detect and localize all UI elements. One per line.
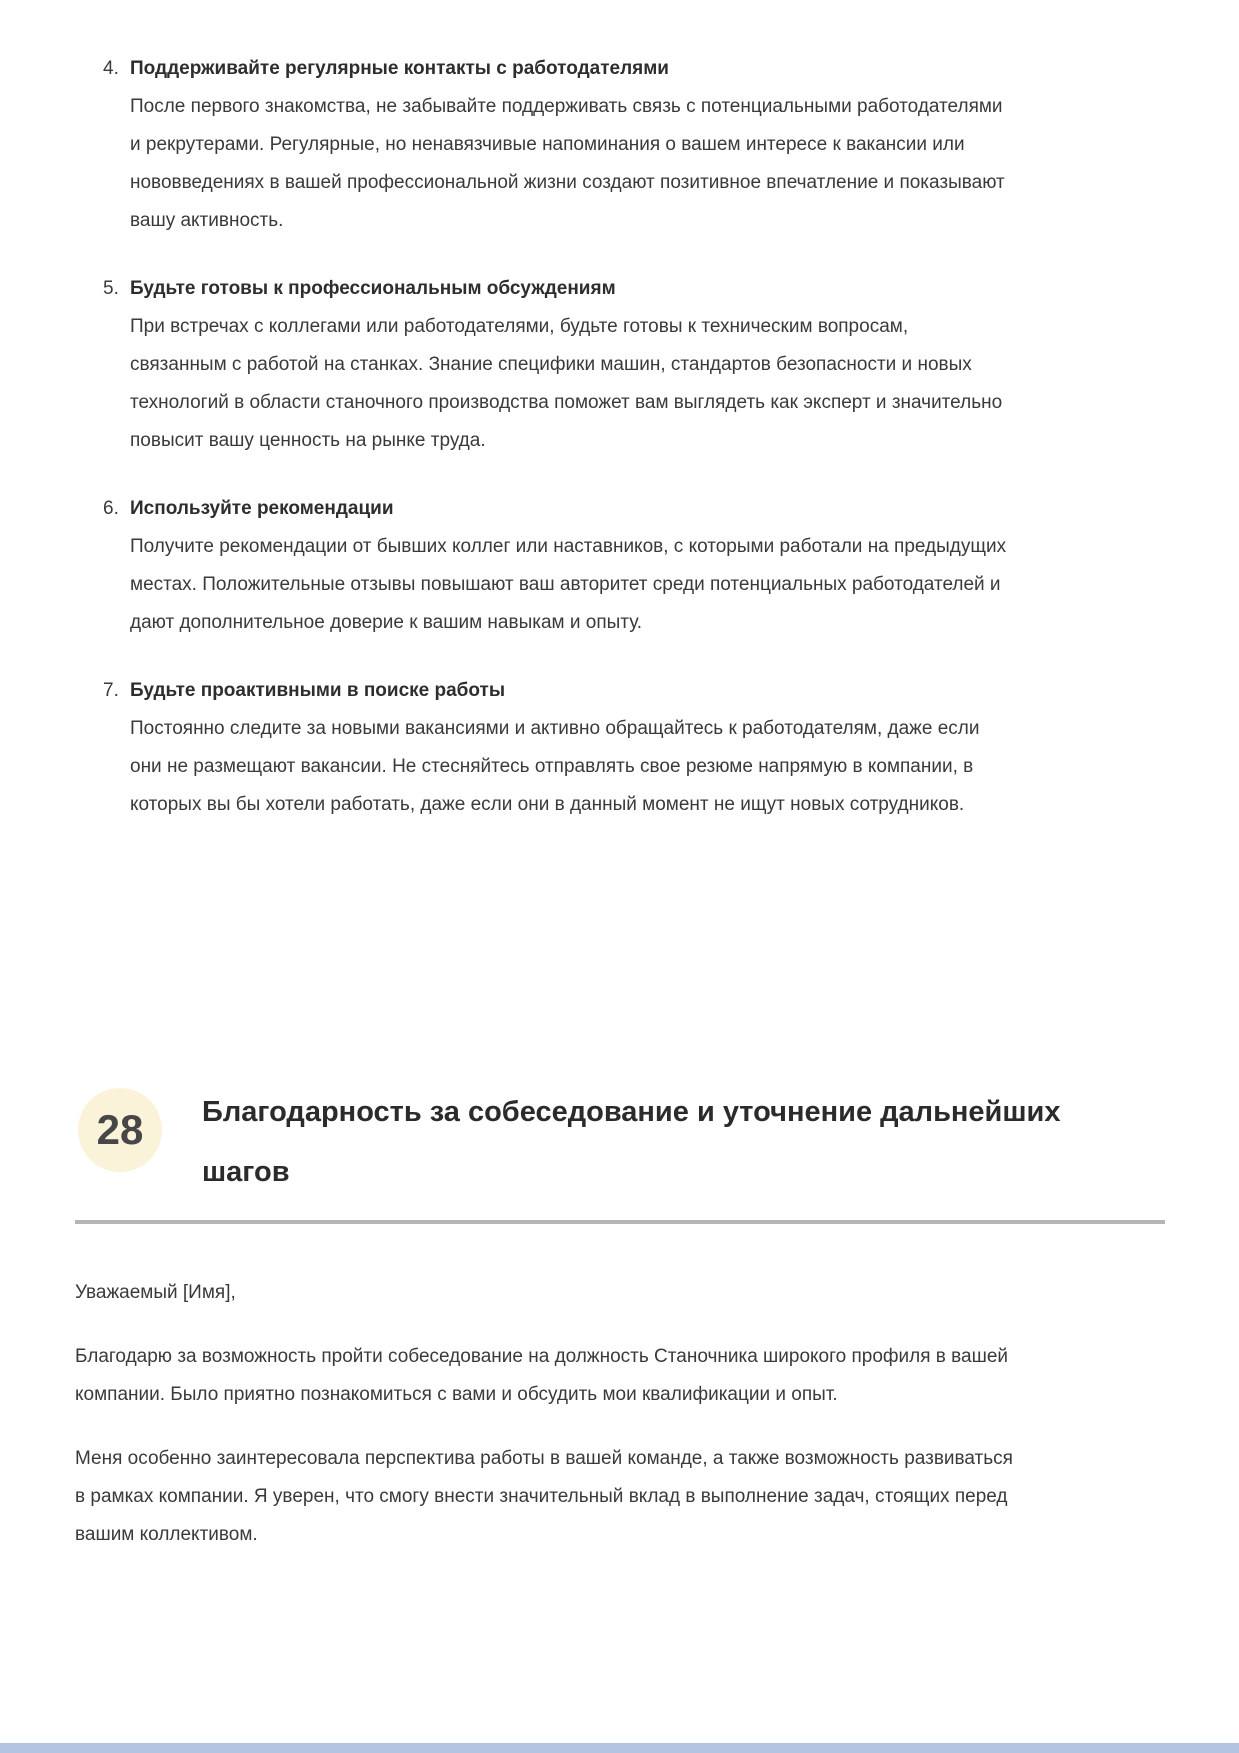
list-item-body: При встречах с коллегами или работодателями, будьте готовы к техническим вопросам, связанным с работой на станках. Знание специфики машин, стандартов безопасности и новых технологий в области станочного производства поможет вам выглядеть как эксперт и значительно повысит вашу ценность на рынке труда. bbox=[130, 316, 1003, 451]
list-item bbox=[103, 672, 1165, 824]
section-divider bbox=[75, 1220, 1165, 1224]
tips-list bbox=[75, 50, 1165, 824]
section-header bbox=[75, 1082, 1165, 1202]
list-item-number: 5. bbox=[103, 278, 119, 299]
list-item-content bbox=[130, 50, 1010, 240]
list-item-title: Используйте рекомендации bbox=[130, 498, 394, 519]
letter-salutation: Уважаемый [Имя], bbox=[75, 1282, 236, 1303]
section-title: Благодарность за собеседование и уточнение дальнейших шагов bbox=[202, 1096, 1061, 1188]
list-item bbox=[103, 270, 1165, 460]
letter-body bbox=[75, 1274, 1165, 1554]
list-item-content bbox=[130, 490, 1010, 642]
list-item-number: 7. bbox=[103, 680, 119, 701]
list-item-title: Будьте готовы к профессиональным обсуждениям bbox=[130, 278, 616, 299]
section-number-badge bbox=[78, 1088, 162, 1172]
list-item-number: 4. bbox=[103, 58, 119, 79]
list-item-body: Получите рекомендации от бывших коллег или наставников, с которыми работали на предыдущих местах. Положительные отзывы повышают ваш авторитет среди потенциальных работодателей и дают дополнительное доверие к вашим навыкам и опыту. bbox=[130, 536, 1007, 633]
letter-paragraph: Благодарю за возможность пройти собеседование на должность Станочника широкого профиля в вашей компании. Было приятно познакомиться с вами и обсудить мои квалификации и опыт. bbox=[75, 1346, 1009, 1405]
section-number: 28 bbox=[96, 1106, 144, 1153]
list-item-title: Поддерживайте регулярные контакты с работодателями bbox=[130, 58, 669, 79]
list-item-content bbox=[130, 672, 1010, 824]
list-item-number: 6. bbox=[103, 498, 119, 519]
list-item-title: Будьте проактивными в поиске работы bbox=[130, 680, 506, 701]
list-item-body: Постоянно следите за новыми вакансиями и активно обращайтесь к работодателям, даже если они не размещают вакансии. Не стесняйтесь отправлять свое резюме напрямую в компании, в которых вы бы хотели работать, даже если они в данный момент не ищут новых сотрудников. bbox=[130, 718, 980, 815]
list-item bbox=[103, 50, 1165, 240]
list-item-content bbox=[130, 270, 1010, 460]
list-item-body: После первого знакомства, не забывайте поддерживать связь с потенциальными работодателями и рекрутерами. Регулярные, но ненавязчивые напоминания о вашем интересе к вакансии или нововведениях в вашей профессиональной жизни создают позитивное впечатление и показывают вашу активность. bbox=[130, 96, 1005, 231]
letter-paragraph: Меня особенно заинтересовала перспектива работы в вашей команде, а также возможность развиваться в рамках компании. Я уверен, что смогу внести значительный вклад в выполнение задач, стоящих перед вашим коллективом. bbox=[75, 1448, 1013, 1545]
list-item bbox=[103, 490, 1165, 642]
next-page-strip bbox=[0, 1743, 1239, 1753]
